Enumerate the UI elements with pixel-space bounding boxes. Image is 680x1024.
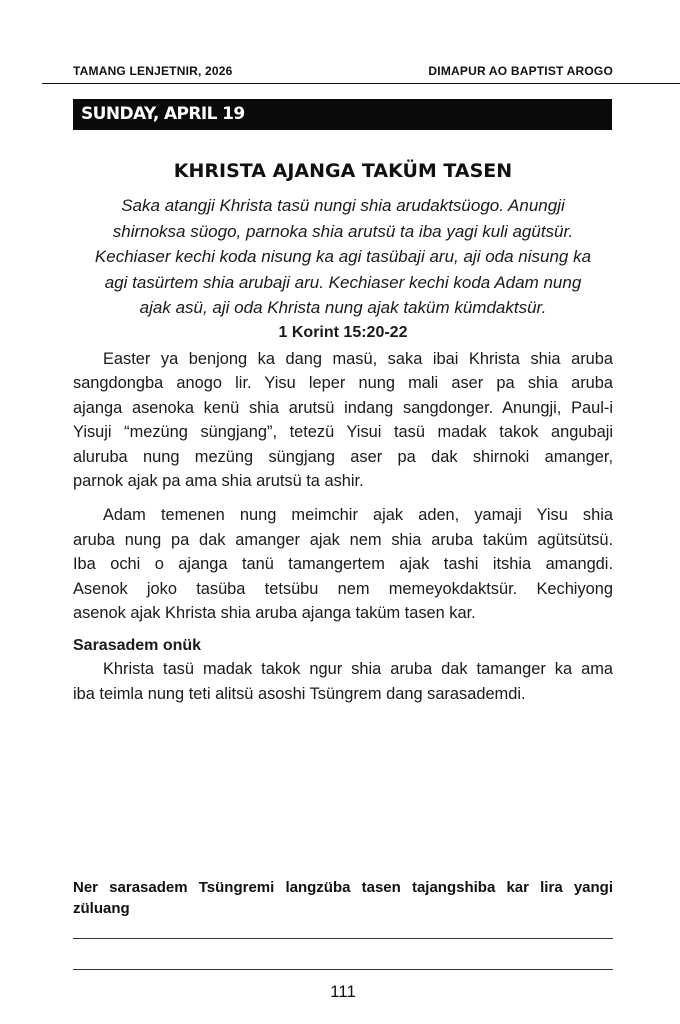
- paragraph-line: ajanga asenoka kenü shia arutsü indang sangdonger. Anungji, Paul-i: [73, 398, 613, 417]
- verse-line: shirnoksa süogo, parnoka shia arutsü ta iba yagi kuli agütsür.: [112, 221, 574, 241]
- paragraph-line: Yisuji “mezüng süngjang”, tetezü Yisui tasü madak takok angubaji: [73, 423, 613, 442]
- verse-line: ajak asü, aji oda Khrista nung ajak taküm kümdaktsür.: [139, 298, 547, 318]
- reflection-line: Ner sarasadem Tsüngremi langzüba tasen tajangshiba kar lira yangi: [73, 879, 613, 896]
- verse-reference: 1 Korint 15:20-22: [278, 323, 408, 341]
- paragraph-line: aruba nung pa dak amanger ajak nem shia aruba taküm agütsütsü.: [73, 530, 613, 549]
- paragraph-line: iba teimla nung teti alitsü asoshi Tsüngrem dang sarasademdi.: [73, 684, 526, 703]
- paragraph-line: Asenok joko tasüba tetsübu nem memeyokdaktsür. Kechiyong: [73, 579, 613, 598]
- reflection-line: züluang: [73, 900, 130, 917]
- devotion-title: KHRISTA AJANGA TAKÜM TASEN: [173, 160, 513, 182]
- paragraph-line: Adam temenen nung meimchir ajak aden, yamaji Yisu shia: [103, 506, 613, 525]
- paragraph-line: asenok ajak Khrista shia aruba ajanga taküm tasen kar.: [73, 604, 476, 623]
- paragraph-line: Iba ochi o ajanga tanü tamangertem ajak tashi itshia amangdi.: [73, 555, 613, 574]
- reflection-prompt: [73, 877, 613, 919]
- prayer-heading: Sarasadem onük: [73, 637, 202, 655]
- body-paragraph-2: [73, 503, 613, 625]
- paragraph-line: aluruba nung mezüng süngjang aser pa dak shirnoki amanger,: [73, 447, 613, 466]
- header-publisher: DIMAPUR AO BAPTIST AROGO: [428, 64, 613, 78]
- devotion-body: [73, 347, 613, 716]
- writing-line[interactable]: [73, 969, 613, 970]
- paragraph-line: Easter ya benjong ka dang masü, saka ibai Khrista shia aruba: [103, 350, 613, 368]
- scripture-verse: [73, 193, 613, 345]
- header-publication-title: TAMANG LENJETNIR, 2026: [73, 64, 233, 78]
- paragraph-line: sangdongba anogo lir. Yisu leper nung mali aser pa shia aruba: [73, 374, 613, 393]
- paragraph-line: Khrista tasü madak takok ngur shia aruba dak tamanger ka ama: [103, 660, 613, 679]
- verse-line: agi tasürtem shia arubaji aru. Kechiaser kechi koda Adam nung: [104, 272, 582, 292]
- paragraph-line: parnok ajak pa ama shia arutsü ta ashir.: [73, 472, 364, 491]
- writing-line[interactable]: [73, 938, 613, 939]
- page-header: [73, 64, 613, 78]
- prayer-paragraph: [73, 657, 613, 706]
- day-banner: SUNDAY, APRIL 19: [73, 99, 612, 130]
- header-divider: [42, 83, 680, 84]
- verse-line: Kechiaser kechi koda nisung ka agi tasübaji aru, aji oda nisung ka: [94, 247, 592, 267]
- body-paragraph-1: [73, 347, 613, 493]
- page-number: 111: [330, 982, 356, 1001]
- verse-line: Saka atangji Khrista tasü nungi shia arudaktsüogo. Anungji: [121, 196, 565, 215]
